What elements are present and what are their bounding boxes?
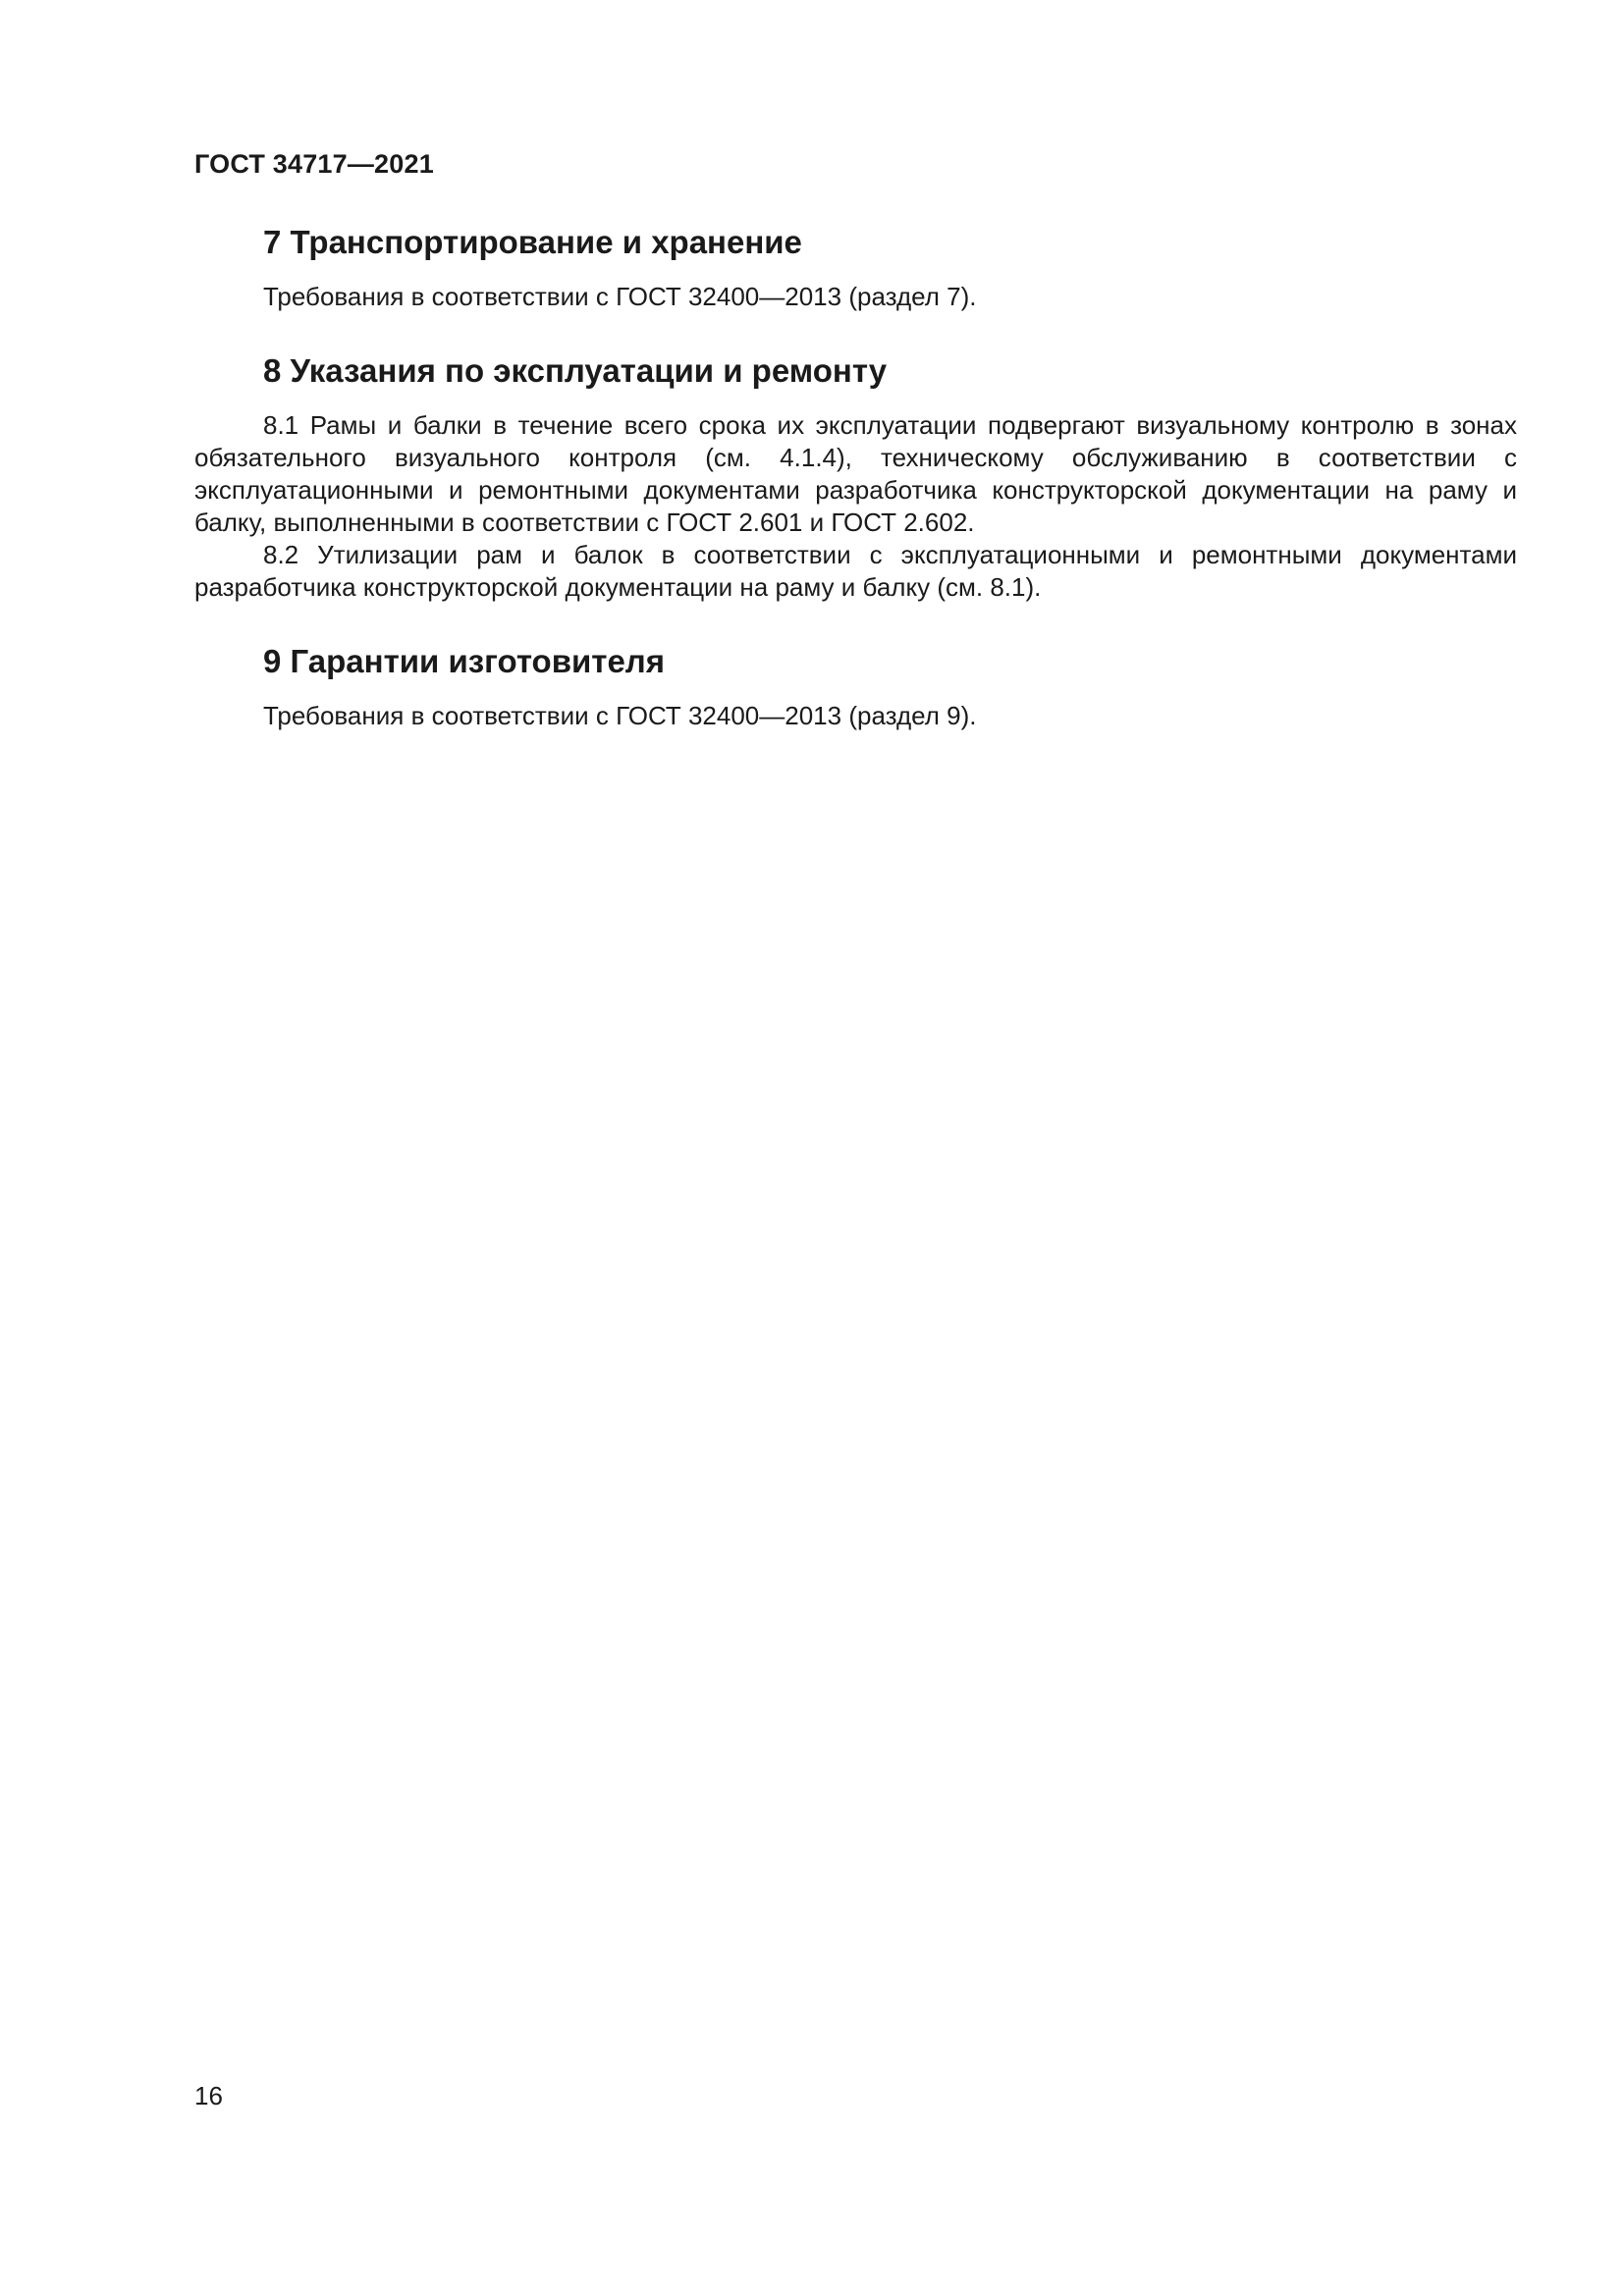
paragraph: 8.1 Рамы и балки в течение всего срока их эксплуатации подвергают визуальному контролю в зонах обязательного визуального контроля (см. 4.1.4), техническому обслуживанию в соответствии с эксплуатационными и ремонтными документами разработчика конструкторской документации на раму и балку, выполненными в соответствии с ГОСТ 2.601 и ГОСТ 2.602. xyxy=(194,410,1517,537)
paragraph: 8.2 Утилизации рам и балок в соответствии с эксплуатационными и ремонтными документами разработчика конструкторской документации на раму и балку (см. 8.1). xyxy=(194,540,1517,602)
section-8 xyxy=(194,347,1517,604)
section-heading: 7 Транспортирование и хранение xyxy=(263,224,802,260)
document-code: ГОСТ 34717—2021 xyxy=(194,149,434,179)
page-number: 16 xyxy=(194,2081,223,2110)
section-heading: 8 Указания по эксплуатации и ремонту xyxy=(263,352,888,389)
paragraph: Требования в соответствии с ГОСТ 32400—2013 (раздел 7). xyxy=(263,282,977,311)
paragraph: Требования в соответствии с ГОСТ 32400—2013 (раздел 9). xyxy=(263,701,977,730)
section-heading: 9 Гарантии изготовителя xyxy=(263,643,666,679)
section-7 xyxy=(194,218,1517,313)
document-body xyxy=(194,218,1517,732)
section-9 xyxy=(194,637,1517,732)
